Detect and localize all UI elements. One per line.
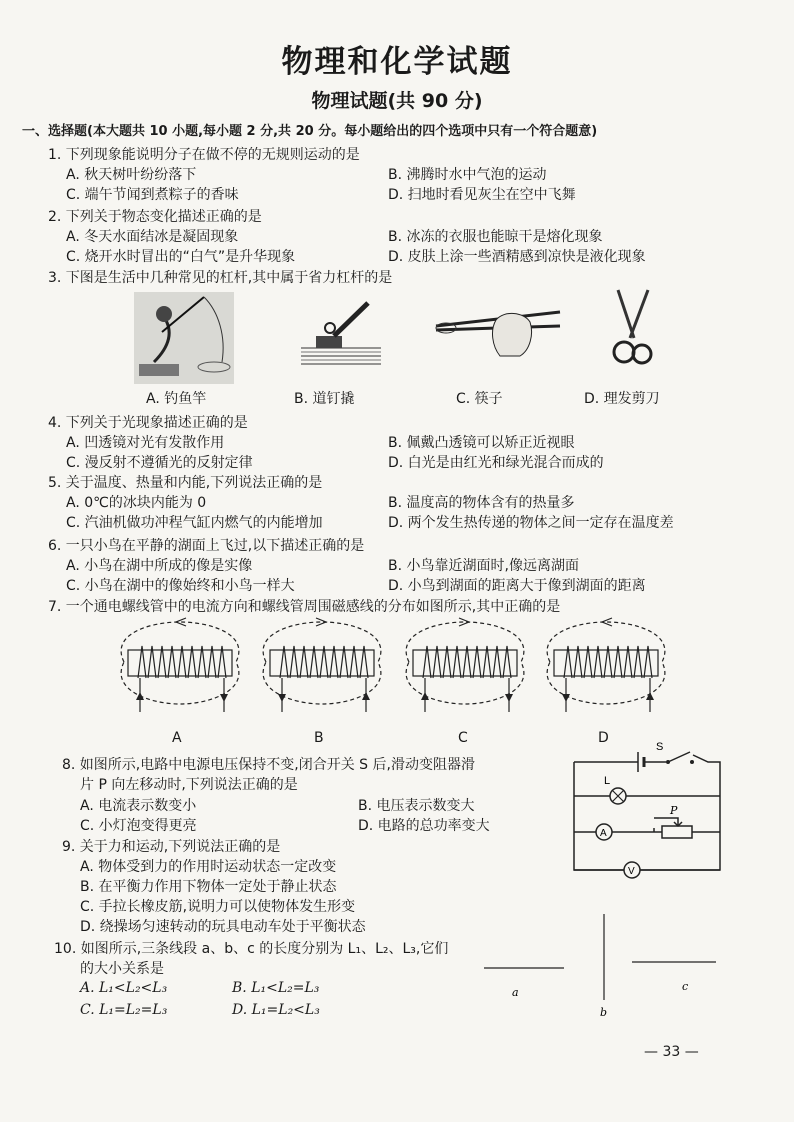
question-8-option-b: B. 电压表示数变大 [358,798,475,814]
question-9-stem: 9. 关于力和运动,下列说法正确的是 [62,839,281,855]
question-8-option-a: A. 电流表示数变小 [80,798,197,814]
question-6-option-d: D. 小鸟到湖面的距离大于像到湖面的距离 [388,578,646,594]
solenoid-figure [263,618,381,712]
question-6-option-b: B. 小鸟靠近湖面时,像远离湖面 [388,558,579,574]
question-2-option-c: C. 烧开水时冒出的“白气”是升华现象 [66,249,296,265]
solenoid-diagrams [0,614,794,734]
segments-diagram [480,910,720,1020]
question-10-stem-continued: 的大小关系是 [80,961,164,977]
question-6-option-a: A. 小鸟在湖中所成的像是实像 [66,558,253,574]
circuit-diagram [568,742,728,892]
segment-b-label: b [600,1006,608,1019]
solenoid-figure [406,618,524,712]
question-9-option-c: C. 手拉长橡皮筋,说明力可以使物体发生形变 [80,899,356,915]
question-2-option-d: D. 皮肤上涂一些酒精感到凉快是液化现象 [388,249,646,265]
page-subtitle: 物理试题(共 90 分) [311,90,483,112]
question-7-option-d: D [598,730,609,746]
question-9-option-a: A. 物体受到力的作用时运动状态一定改变 [80,859,337,875]
question-1-stem: 1. 下列现象能说明分子在做不停的无规则运动的是 [48,147,360,163]
question-4-option-c: C. 漫反射不遵循光的反射定律 [66,455,253,471]
lamp-label: L [604,775,611,787]
question-1-option-c: C. 端午节闻到煮粽子的香味 [66,187,239,203]
question-4-stem: 4. 下列关于光现象描述正确的是 [48,415,248,431]
voltmeter-label: V [628,866,635,877]
question-4-option-a: A. 凹透镜对光有发散作用 [66,435,225,451]
question-5-option-b: B. 温度高的物体含有的热量多 [388,495,575,511]
question-1-option-d: D. 扫地时看见灰尘在空中飞舞 [388,187,576,203]
question-5-option-c: C. 汽油机做功冲程气缸内燃气的内能增加 [66,515,323,531]
rail-spike-bar-image [296,298,386,368]
question-10-stem: 10. 如图所示,三条线段 a、b、c 的长度分别为 L₁、L₂、L₃,它们 [54,941,449,957]
solenoid-figure [547,618,665,712]
question-10-option-d: D. L₁=L₂<L₃ [232,1002,320,1018]
segment-c-label: c [682,980,689,993]
question-5-option-d: D. 两个发生热传递的物体之间一定存在温度差 [388,515,674,531]
slider-label: P [670,804,678,817]
question-7-option-c: C [458,730,468,746]
question-9-option-d: D. 绕操场匀速转动的玩具电动车处于平衡状态 [80,919,366,935]
question-6-stem: 6. 一只小鸟在平静的湖面上飞过,以下描述正确的是 [48,538,365,554]
question-2-option-b: B. 冰冻的衣服也能晾干是熔化现象 [388,229,603,245]
question-3-option-d: D. 理发剪刀 [584,391,660,407]
question-7-option-b: B [314,730,324,746]
question-5-stem: 5. 关于温度、热量和内能,下列说法正确的是 [48,475,323,491]
question-10-option-b: B. L₁<L₂=L₃ [232,980,320,996]
question-4-option-d: D. 白光是由红光和绿光混合而成的 [388,455,604,471]
segment-a-label: a [512,986,519,999]
question-4-option-b: B. 佩戴凸透镜可以矫正近视眼 [388,435,575,451]
question-3-option-a: A. 钓鱼竿 [146,391,207,407]
question-1-option-a: A. 秋天树叶纷纷落下 [66,167,197,183]
question-5-option-a: A. 0℃的冰块内能为 0 [66,495,207,511]
question-3-stem: 3. 下图是生活中几种常见的杠杆,其中属于省力杠杆的是 [48,270,393,286]
question-8-stem: 8. 如图所示,电路中电源电压保持不变,闭合开关 S 后,滑动变阻器滑 [62,757,475,773]
question-6-option-c: C. 小鸟在湖中的像始终和小鸟一样大 [66,578,295,594]
question-8-option-c: C. 小灯泡变得更亮 [80,818,197,834]
page-title: 物理和化学试题 [281,44,513,80]
question-7-stem: 7. 一个通电螺线管中的电流方向和螺线管周围磁感线的分布如图所示,其中正确的是 [48,599,561,615]
page-number: — 33 — [644,1044,699,1060]
question-10-option-a: A. L₁<L₂<L₃ [80,980,168,996]
solenoid-figure [121,618,239,712]
hair-scissors-image [608,288,656,370]
section-heading: 一、选择题(本大题共 10 小题,每小题 2 分,共 20 分。每小题给出的四个选项中只有一个符合题意) [22,124,598,139]
question-8-stem-continued: 片 P 向左移动时,下列说法正确的是 [80,777,298,793]
fishing-rod-image [134,292,234,384]
question-7-option-a: A [172,730,182,746]
question-10-option-c: C. L₁=L₂=L₃ [80,1002,168,1018]
chopsticks-image [434,300,562,358]
question-2-option-a: A. 冬天水面结冰是凝固现象 [66,229,239,245]
question-3-option-c: C. 筷子 [456,391,503,407]
question-1-option-b: B. 沸腾时水中气泡的运动 [388,167,547,183]
question-9-option-b: B. 在平衡力作用下物体一定处于静止状态 [80,879,337,895]
switch-label: S [656,741,664,753]
question-2-stem: 2. 下列关于物态变化描述正确的是 [48,209,262,225]
question-8-option-d: D. 电路的总功率变大 [358,818,490,834]
ammeter-label: A [600,828,607,839]
question-3-option-b: B. 道钉撬 [294,391,355,407]
